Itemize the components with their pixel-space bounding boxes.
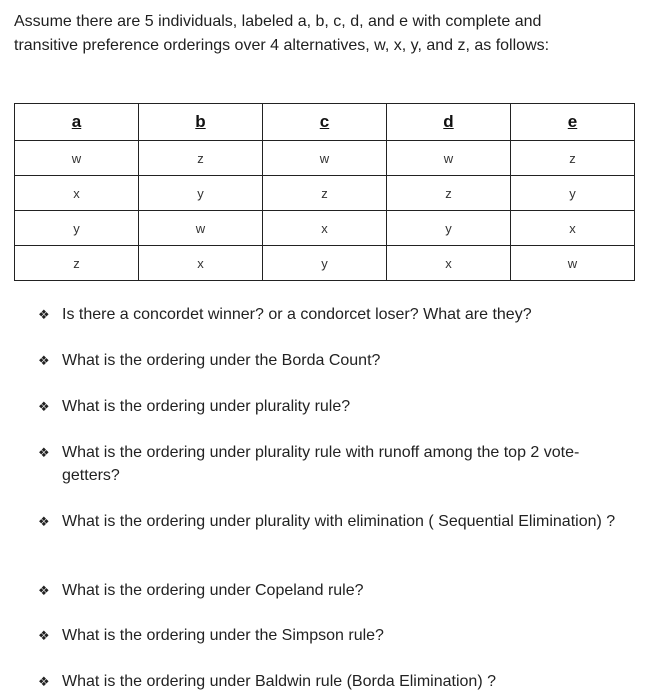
question-item-plurality — [38, 395, 622, 418]
column-header-e: e — [511, 104, 635, 141]
table-cell: x — [15, 176, 139, 211]
table-cell: x — [511, 211, 635, 246]
table-cell: y — [263, 246, 387, 281]
table-cell: x — [387, 246, 511, 281]
diamond-bullet-icon: ❖ — [38, 445, 50, 460]
table-cell: w — [15, 141, 139, 176]
question-item-baldwin — [38, 670, 622, 693]
diamond-bullet-icon: ❖ — [38, 674, 50, 689]
table-cell: w — [511, 246, 635, 281]
intro-paragraph — [14, 10, 654, 58]
table-header-row — [15, 104, 635, 141]
table-cell: x — [263, 211, 387, 246]
column-header-d: d — [387, 104, 511, 141]
column-header-c: c — [263, 104, 387, 141]
table-cell: z — [387, 176, 511, 211]
diamond-bullet-icon: ❖ — [38, 628, 50, 643]
preference-table — [14, 103, 635, 281]
question-text: What is the ordering under plurality rule with runoff among the top 2 vote-getters? — [62, 444, 580, 484]
table-row — [15, 141, 635, 176]
intro-line-1: Assume there are 5 individuals, labeled a, b, c, d, and e with complete and — [14, 13, 542, 30]
table-cell: w — [263, 141, 387, 176]
question-text: What is the ordering under plurality rule? — [62, 398, 351, 415]
table-row — [15, 246, 635, 281]
table-cell: z — [511, 141, 635, 176]
table-cell: w — [387, 141, 511, 176]
diamond-bullet-icon: ❖ — [38, 399, 50, 414]
question-item-borda — [38, 349, 622, 372]
column-header-a: a — [15, 104, 139, 141]
question-text: What is the ordering under Copeland rule? — [62, 582, 364, 599]
table-row — [15, 176, 635, 211]
table-cell: z — [139, 141, 263, 176]
table-cell: y — [387, 211, 511, 246]
table-row — [15, 211, 635, 246]
column-header-b: b — [139, 104, 263, 141]
question-text: What is the ordering under plurality with elimination ( Sequential Elimination) ? — [62, 513, 616, 530]
table-cell: z — [263, 176, 387, 211]
table-cell: x — [139, 246, 263, 281]
diamond-bullet-icon: ❖ — [38, 307, 50, 322]
diamond-bullet-icon: ❖ — [38, 353, 50, 368]
question-item-simpson — [38, 624, 622, 647]
question-text: What is the ordering under Baldwin rule (Borda Elimination) ? — [62, 673, 496, 690]
intro-line-2: transitive preference orderings over 4 alternatives, w, x, y, and z, as follows: — [14, 37, 550, 54]
question-text: What is the ordering under the Borda Count? — [62, 352, 381, 369]
table-cell: y — [139, 176, 263, 211]
diamond-bullet-icon: ❖ — [38, 514, 50, 529]
table-cell: w — [139, 211, 263, 246]
table-cell: y — [511, 176, 635, 211]
question-text: Is there a concordet winner? or a condorcet loser? What are they? — [62, 306, 532, 323]
question-item-plurality-runoff — [38, 441, 622, 487]
table-cell: z — [15, 246, 139, 281]
question-item-copeland — [38, 579, 622, 602]
table-cell: y — [15, 211, 139, 246]
question-text: What is the ordering under the Simpson rule? — [62, 627, 384, 644]
question-item-sequential-elimination — [38, 510, 622, 533]
question-item-condorcet — [38, 303, 622, 326]
diamond-bullet-icon: ❖ — [38, 583, 50, 598]
